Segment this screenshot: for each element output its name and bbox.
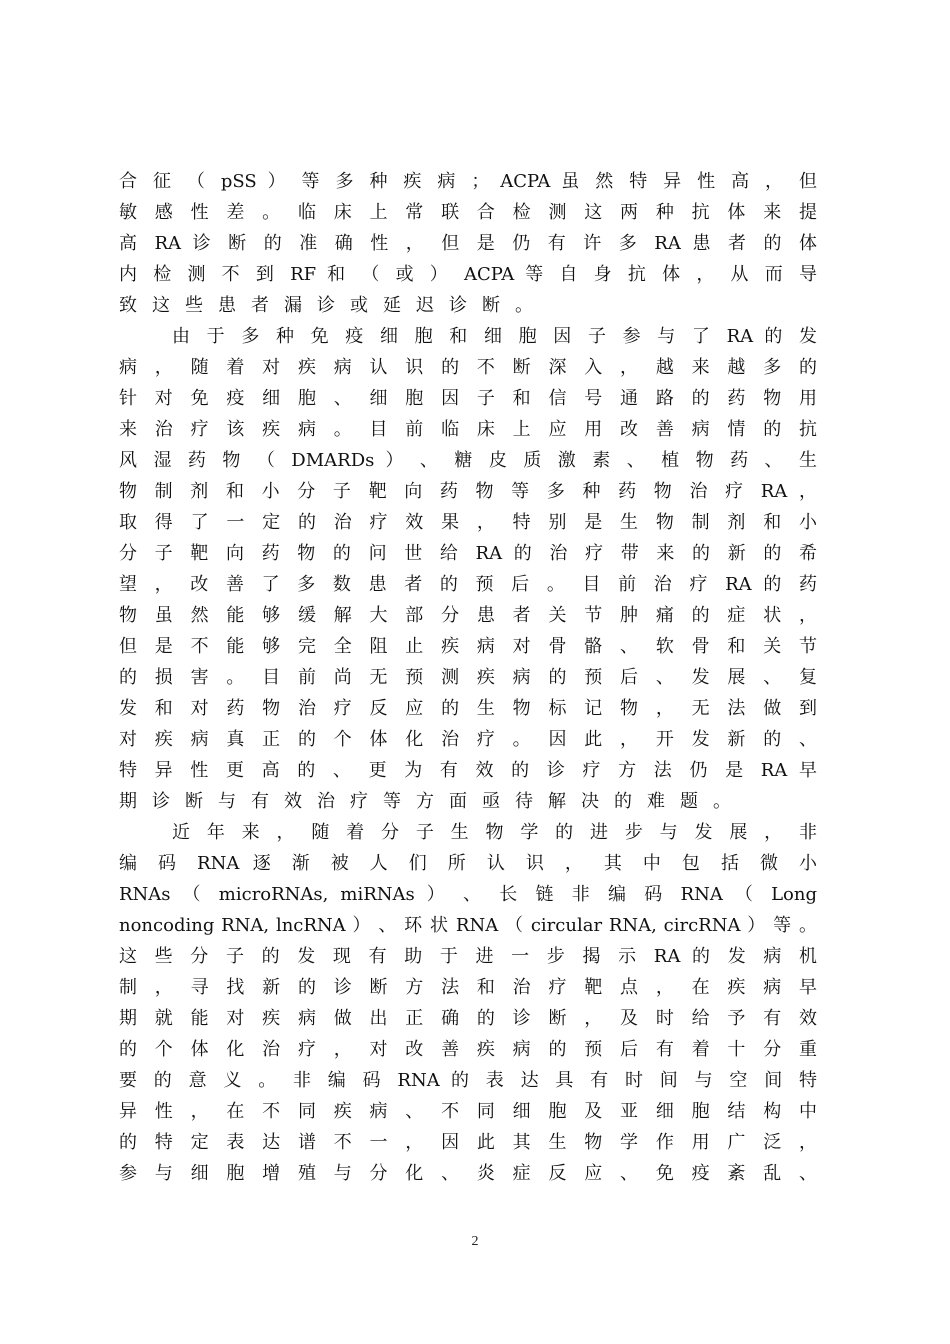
text-line: 发 和 对 药 物 治 疗 反 应 的 生 物 标 记 物 ， 无 法 做 到 [119, 698, 817, 719]
text-line: 近 年 来 ， 随 着 分 子 生 物 学 的 进 步 与 发 展 ， 非 [172, 822, 817, 843]
text-line: 但 是 不 能 够 完 全 阻 止 疾 病 对 骨 骼 、 软 骨 和 关 节 [119, 636, 817, 657]
text-line: 物 虽 然 能 够 缓 解 大 部 分 患 者 关 节 肿 痛 的 症 状 ， [119, 605, 817, 626]
text-line: 的 损 害 。 目 前 尚 无 预 测 疾 病 的 预 后 、 发 展 、 复 [119, 667, 817, 688]
text-line: 期 就 能 对 疾 病 做 出 正 确 的 诊 断 ， 及 时 给 予 有 效 [119, 1008, 817, 1029]
text-line: 内 检 测 不 到 RF 和 （ 或 ） ACPA 等 自 身 抗 体 ， 从 而 导 [119, 264, 817, 285]
text-line: 对 疾 病 真 正 的 个 体 化 治 疗 。 因 此 ， 开 发 新 的 、 [119, 729, 817, 750]
text-line: 的 特 定 表 达 谱 不 一 ， 因 此 其 生 物 学 作 用 广 泛 ， [119, 1132, 817, 1153]
text-line: 制 ， 寻 找 新 的 诊 断 方 法 和 治 疗 靶 点 ， 在 疾 病 早 [119, 977, 817, 998]
text-line: RNAs （ microRNAs, miRNAs ） 、 长 链 非 编 码 RNA （ Long [119, 884, 817, 905]
text-line: 风 湿 药 物 （ DMARDs ） 、 糖 皮 质 激 素 、 植 物 药 、 生 [119, 450, 817, 471]
text-line: 取 得 了 一 定 的 治 疗 效 果 ， 特 别 是 生 物 制 剂 和 小 [119, 512, 817, 533]
text-line: 要 的 意 义 。 非 编 码 RNA 的 表 达 具 有 时 间 与 空 间 特 [119, 1070, 817, 1091]
text-line: 针 对 免 疫 细 胞 、 细 胞 因 子 和 信 号 通 路 的 药 物 用 [119, 388, 817, 409]
text-line: 分 子 靶 向 药 物 的 问 世 给 RA 的 治 疗 带 来 的 新 的 希 [119, 543, 817, 564]
text-line: 病 ， 随 着 对 疾 病 认 识 的 不 断 深 入 ， 越 来 越 多 的 [119, 357, 817, 378]
text-line: 致这些患者漏诊或延迟诊断。 [119, 295, 548, 316]
text-line: 敏 感 性 差 。 临 床 上 常 联 合 检 测 这 两 种 抗 体 来 提 [119, 202, 817, 223]
text-line: 编 码 RNA 逐 渐 被 人 们 所 认 识 ， 其 中 包 括 微 小 [119, 853, 817, 874]
text-line: 的 个 体 化 治 疗 ， 对 改 善 疾 病 的 预 后 有 着 十 分 重 [119, 1039, 817, 1060]
text-line: noncoding RNA, lncRNA ） 、 环 状 RNA （ circular RNA, circRNA ） 等 。 [119, 915, 817, 936]
text-line: 特 异 性 更 高 的 、 更 为 有 效 的 诊 疗 方 法 仍 是 RA 早 [119, 760, 817, 781]
text-line: 异 性 ， 在 不 同 疾 病 、 不 同 细 胞 及 亚 细 胞 结 构 中 [119, 1101, 817, 1122]
text-line: 合 征 （ pSS ） 等 多 种 疾 病 ； ACPA 虽 然 特 异 性 高 ， 但 [119, 171, 817, 192]
text-line: 参 与 细 胞 增 殖 与 分 化 、 炎 症 反 应 、 免 疫 紊 乱 、 [119, 1163, 817, 1184]
text-line: 由 于 多 种 免 疫 细 胞 和 细 胞 因 子 参 与 了 RA 的 发 [172, 326, 817, 347]
text-line: 高 RA 诊 断 的 准 确 性 ， 但 是 仍 有 许 多 RA 患 者 的 体 [119, 233, 817, 254]
text-line: 期诊断与有效治疗等方面亟待解决的难题。 [119, 791, 746, 812]
page-number: 2 [471, 1234, 479, 1249]
text-line: 望 ， 改 善 了 多 数 患 者 的 预 后 。 目 前 治 疗 RA 的 药 [119, 574, 817, 595]
text-line: 这 些 分 子 的 发 现 有 助 于 进 一 步 揭 示 RA 的 发 病 机 [119, 946, 817, 967]
body-text [119, 166, 817, 1189]
text-line: 来 治 疗 该 疾 病 。 目 前 临 床 上 应 用 改 善 病 情 的 抗 [119, 419, 817, 440]
text-line: 物 制 剂 和 小 分 子 靶 向 药 物 等 多 种 药 物 治 疗 RA ， [119, 481, 817, 502]
